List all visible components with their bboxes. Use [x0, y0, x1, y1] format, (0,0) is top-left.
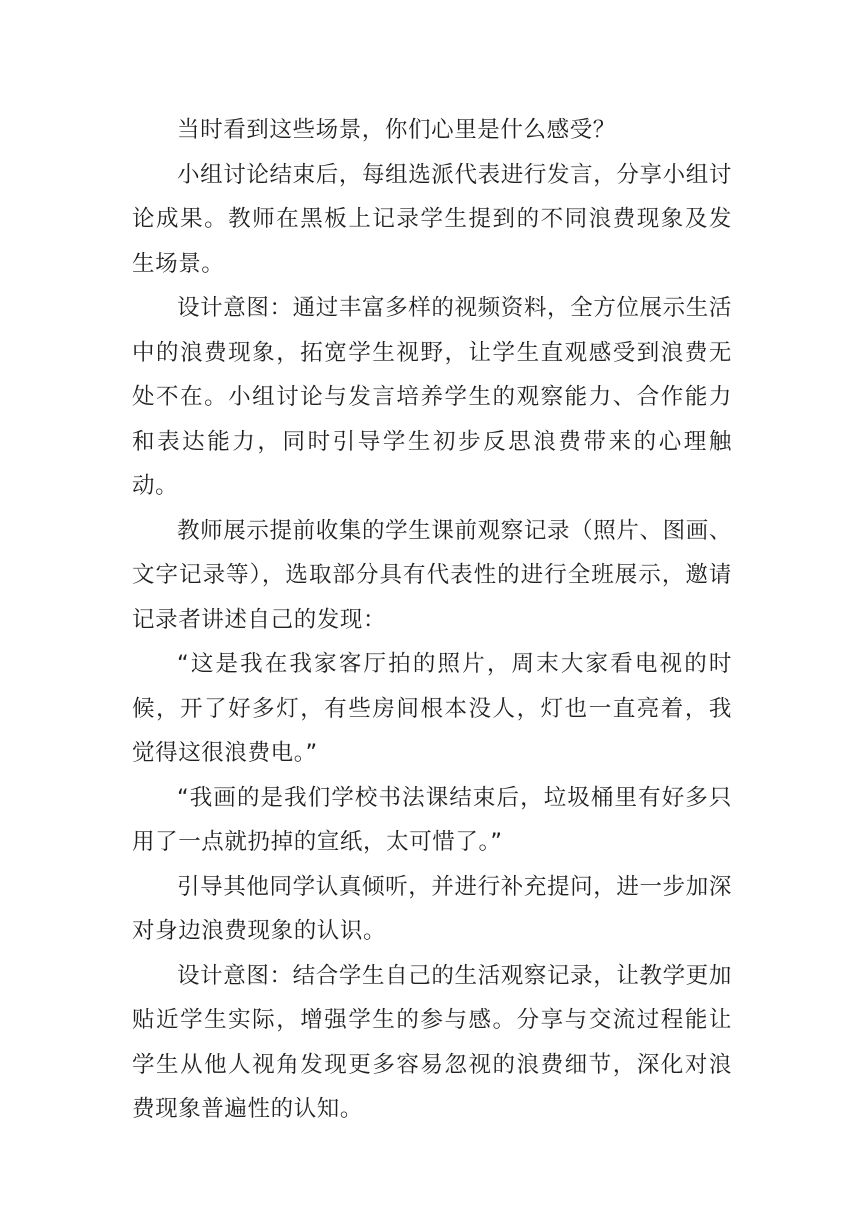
paragraph-question: 当时看到这些场景，你们心里是什么感受？ — [177, 117, 616, 143]
paragraph-quote-living-room: “这是我在我家客厅拍的照片，周末大家看电视的时候，开了好多灯，有些房间根本没人，灯也一直亮着，我觉得这很浪费电。” — [132, 651, 732, 766]
paragraph-teacher-display: 教师展示提前收集的学生课前观察记录（照片、图画、文字记录等），选取部分具有代表性的进行全班展示，邀请记录者讲述自己的发现： — [132, 517, 732, 633]
paragraph-guide-listening: 引导其他同学认真倾听，并进行补充提问，进一步加深对身边浪费现象的认识。 — [132, 873, 732, 944]
paragraph-group-discussion: 小组讨论结束后，每组选派代表进行发言，分享小组讨论成果。教师在黑板上记录学生提到的不同浪费现象及发生场景。 — [132, 161, 732, 277]
paragraph-quote-calligraphy: “我画的是我们学校书法课结束后，垃圾桶里有好多只用了一点就扔掉的宣纸，太可惜了。” — [132, 784, 732, 855]
paragraph-design-intent-2: 设计意图：结合学生自己的生活观察记录，让教学更加贴近学生实际，增强学生的参与感。分享与交流过程能让学生从他人视角发现更多容易忽视的浪费细节，深化对浪费现象普遍性的认知。 — [132, 962, 732, 1122]
document-body — [132, 108, 732, 1132]
paragraph-design-intent-1: 设计意图：通过丰富多样的视频资料，全方位展示生活中的浪费现象，拓宽学生视野，让学生直观感受到浪费无处不在。小组讨论与发言培养学生的观察能力、合作能力和表达能力，同时引导学生初步反思浪费带来的心理触动。 — [132, 295, 732, 499]
